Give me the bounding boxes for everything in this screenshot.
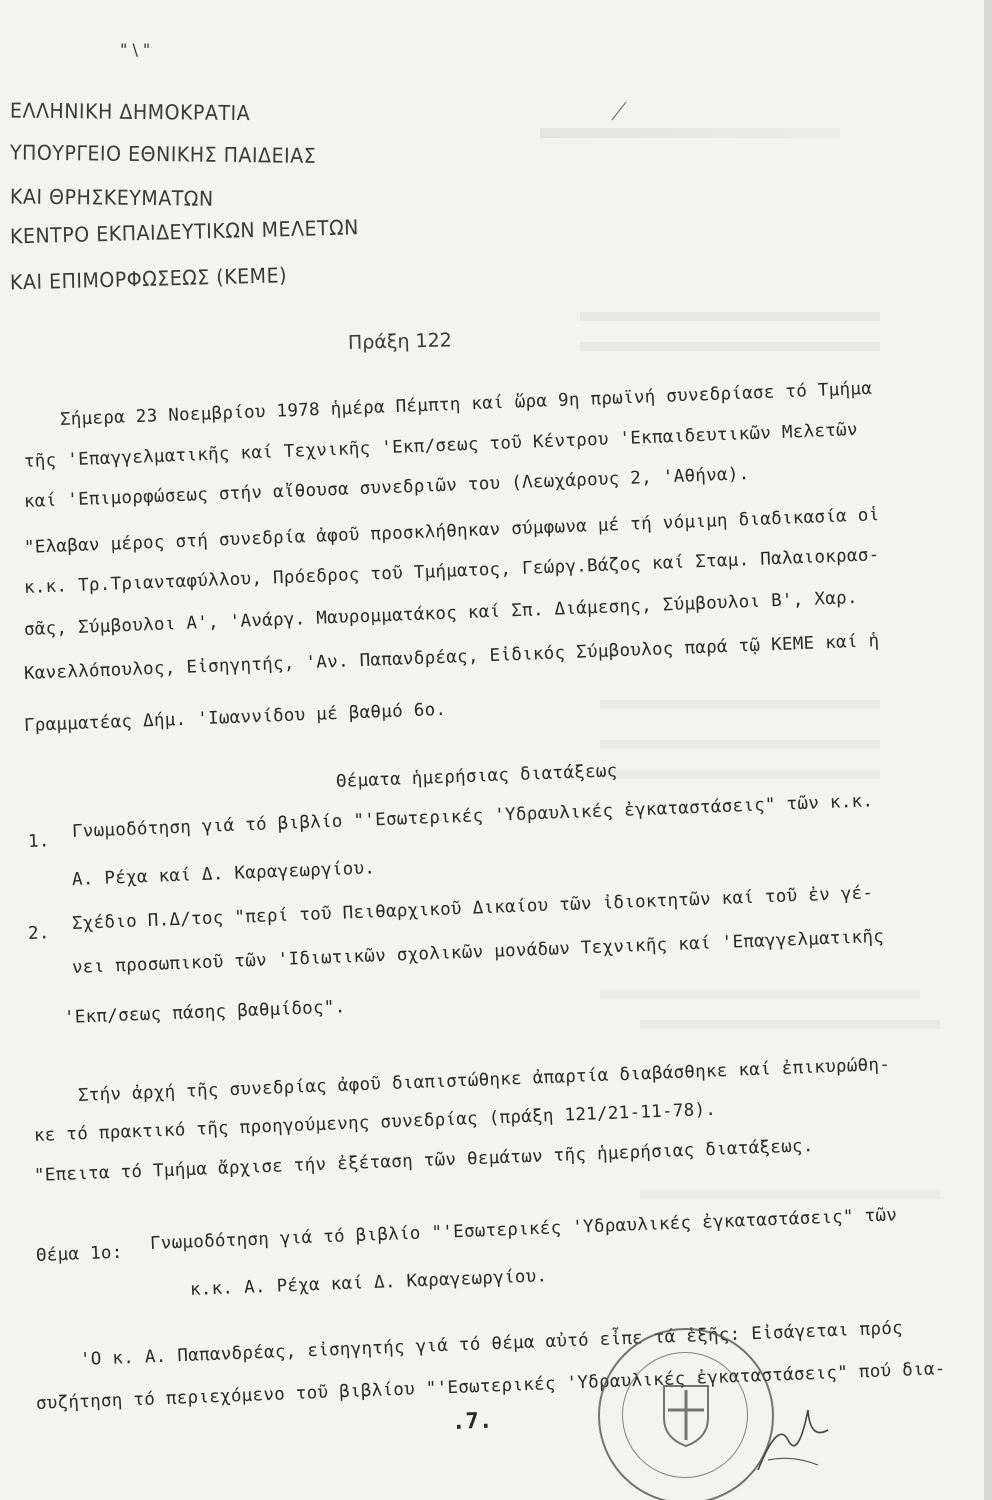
text-line: Γραμματέας Δήμ. 'Ιωαννίδου μέ βαθμό 6ο. xyxy=(23,699,447,736)
topic-text: κ.κ. Α. Ρέχα καί Δ. Καραγεωργίου. xyxy=(189,1266,548,1300)
page-number: .7. xyxy=(451,1408,494,1435)
text-line: τῆς 'Επαγγελματικῆς καί Τεχνικῆς 'Εκπ/σεως τοῦ Κέντρου 'Εκπαιδευτικῶν Μελετῶν xyxy=(23,419,859,472)
text-line: "Ελαβαν μέρος στή συνεδρία ἀφοῦ προσκλήθηκαν σύμφωνα μέ τή νόμιμη διαδικασία οἱ xyxy=(23,505,880,558)
text-line: σᾶς, Σύμβουλοι Α', 'Ανάργ. Μαυρομματάκος καί Σπ. Διάμεσης, Σύμβουλοι Β', Χαρ. xyxy=(23,587,859,640)
signature-icon xyxy=(748,1400,838,1480)
topic-text: Γνωμοδότηση γιά τό βιβλίο "'Εσωτερικές 'Υδραυλικές ἐγκαταστάσεις" τῶν xyxy=(149,1205,898,1254)
topic-label: Θέμα 1ο: xyxy=(35,1242,124,1266)
tick-mark-icon xyxy=(610,100,630,122)
text-line: κ.κ. Τρ.Τριανταφύλλου, Πρόεδρος τοῦ Τμήματος, Γεώργ.Βάζος καί Σταμ. Παλαιοκρασ- xyxy=(23,545,880,598)
agenda-item-text: Γνωμοδότηση γιά τό βιβλίο "'Εσωτερικές 'Υδραυλικές ἐγκαταστάσεις" τῶν κ.κ. xyxy=(71,791,874,842)
text-line: Κανελλόπουλος, Εἰσηγητής, 'Αν. Παπανδρέας, Εἰδικός Σύμβουλος παρά τῷ ΚΕΜΕ καί ἡ xyxy=(23,631,880,684)
crest-icon xyxy=(656,1380,716,1450)
header-line: ΚΕΝΤΡΟ ΕΚΠΑΙΔΕΥΤΙΚΩΝ ΜΕΛΕΤΩΝ xyxy=(9,215,360,249)
text-line: κε τό πρακτικό τῆς προηγούμενης συνεδρίας (πράξη 121/21-11-78). xyxy=(33,1099,717,1146)
text-line: Στήν ἀρχή τῆς συνεδρίας ἀφοῦ διαπιστώθηκε ἀπαρτία διαβάσθηκε καί ἐπικυρώθη- xyxy=(77,1054,891,1106)
text-line: 'Ο κ. Α. Παπανδρέας, εἰσηγητής γιά τό θέμα αὐτό εἶπε τά ἑξῆς: Εἰσάγεται πρός xyxy=(79,1318,904,1370)
text-line: "Επειτα τό Τμήμα ἄρχισε τήν ἐξέταση τῶν θεμάτων τῆς ἡμερήσιας διατάξεως. xyxy=(33,1136,814,1186)
agenda-item-text: Α. Ρέχα καί Δ. Καραγεωργίου. xyxy=(71,858,376,890)
agenda-item-text: 'Εκπ/σεως πάσης βαθμίδος". xyxy=(63,997,346,1028)
scan-edge xyxy=(984,0,992,1500)
text-line: καί 'Επιμορφώσεως στήν αἴθουσα συνεδριῶν του (Λεωχάρους 2, 'Αθήνα). xyxy=(23,464,750,512)
header-line: ΚΑΙ ΘΡΗΣΚΕΥΜΑΤΩΝ xyxy=(9,185,214,212)
header-line: ΕΛΛΗΝΙΚΗ ΔΗΜΟΚΡΑΤΙΑ xyxy=(9,99,251,126)
agenda-item-text: Σχέδιο Π.Δ/τος "περί τοῦ Πειθαρχικοῦ Δικαίου τῶν ἰδιοκτητῶν καί τοῦ ἐν γέ- xyxy=(71,883,874,934)
agenda-item-text: νει προσωπικοῦ τῶν 'Ιδιωτικῶν σχολικῶν μονάδων Τεχνικῆς καί 'Επαγγελματικῆς xyxy=(71,926,885,978)
document-title: Πράξη 122 xyxy=(347,329,453,354)
header-line: ΥΠΟΥΡΓΕΙΟ ΕΘΝΙΚΗΣ ΠΑΙΔΕΙΑΣ xyxy=(9,141,317,169)
top-marks: " \ " xyxy=(120,40,151,59)
agenda-item-number: 2. xyxy=(27,923,51,944)
header-line: ΚΑΙ ΕΠΙΜΟΡΦΩΣΕΩΣ (ΚΕΜΕ) xyxy=(9,263,288,295)
text-line: συζήτηση τό περιεχόμενο τοῦ βιβλίου "'Εσωτερικές 'Υδραυλικές ἐγκαταστάσεις" πού δια- xyxy=(35,1359,946,1414)
agenda-heading: Θέματα ἡμερήσιας διατάξεως xyxy=(335,761,618,792)
text-line: Σήμερα 23 Νοεμβρίου 1978 ἡμέρα Πέμπτη καί ὥρα 9η πρωϊνή συνεδρίασε τό Τμήμα xyxy=(59,378,873,430)
agenda-item-number: 1. xyxy=(27,831,51,852)
